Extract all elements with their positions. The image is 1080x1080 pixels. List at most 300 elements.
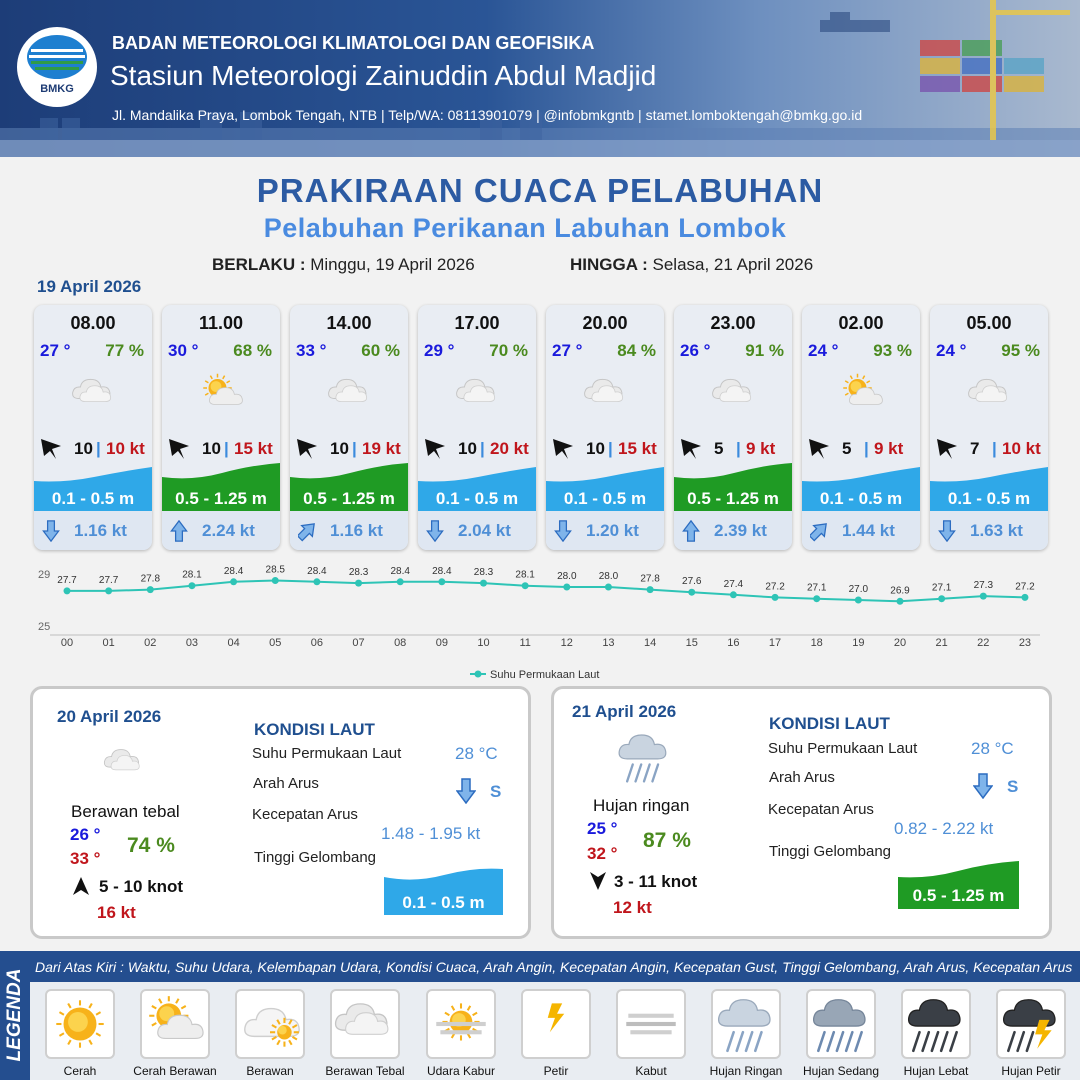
data-label: 28.4 [432, 565, 452, 577]
data-label: 28.0 [598, 571, 619, 582]
card-wind-gust: 10 kt [106, 439, 145, 458]
data-label: 28.0 [557, 571, 577, 582]
forecast-card [802, 305, 920, 550]
y-tick-label: 29 [38, 569, 51, 581]
card-wind-speed: 10 [458, 439, 477, 458]
data-label: 27.7 [98, 574, 119, 586]
current-arrow-down-icon [938, 520, 956, 542]
card-current-direction [42, 520, 60, 542]
data-point [64, 587, 71, 594]
card-wave-height: 0.1 - 0.5 m [947, 489, 1031, 508]
valid-to-date: Selasa, 21 April 2026 [652, 255, 814, 274]
day2-condition: Berawan tebal [71, 802, 180, 821]
legend-icon-box [140, 989, 210, 1059]
legend-label: Cerah [63, 1064, 97, 1078]
legend-label: Hujan Lebat [903, 1064, 969, 1078]
day3-current-speed: 0.82 - 2.22 kt [894, 819, 994, 838]
data-label: 27.2 [1015, 581, 1035, 593]
valid-to-label: HINGGA : [570, 255, 648, 274]
card-current [162, 511, 280, 550]
data-label: 28.1 [182, 569, 202, 581]
data-label: 27.2 [765, 581, 785, 593]
card-weather-icon [446, 370, 510, 418]
x-tick-label: 03 [185, 637, 199, 649]
berawan-tebal-icon [958, 370, 1022, 418]
card-temperature: 30 ° [168, 341, 199, 360]
card-humidity: 60 % [361, 341, 400, 360]
legend-label: Berawan [246, 1064, 294, 1078]
bmkg-emblem-icon [17, 27, 97, 83]
card-wind-gust: 9 kt [746, 439, 776, 458]
card-current [418, 511, 536, 550]
card-weather-icon [830, 370, 894, 418]
current-arrow-up-right-icon [298, 520, 316, 542]
current-arrow-up-icon [682, 520, 700, 542]
hujan-ringan-icon [612, 727, 676, 787]
current-arrow-down-icon [456, 778, 476, 804]
card-current [802, 511, 920, 550]
sea-surface-temperature-chart [30, 562, 1050, 687]
x-tick-label: 02 [144, 637, 157, 649]
legend-description: Dari Atas Kiri : Waktu, Suhu Udara, Kelembapan Udara, Kondisi Cuaca, Arah Angin, Kecepatan Angin, Kecepatan Gust, Tinggi Gelombang, Arah Arus, Kecepatan Arus [35, 959, 1073, 975]
data-label: 28.4 [390, 565, 410, 577]
legend-item-petir [511, 989, 601, 1078]
wind-direction-arrow-icon [168, 438, 190, 460]
legend-label: Udara Kabur [426, 1064, 496, 1078]
card-wave-height: 0.5 - 1.25 m [303, 489, 395, 508]
x-tick-label: 05 [269, 637, 282, 649]
legend-item-hujan-petir [986, 989, 1076, 1078]
card-time: 17.00 [454, 313, 500, 333]
legend-icon-box [45, 989, 115, 1059]
card-current-direction [810, 520, 828, 542]
legend-label: Cerah Berawan [133, 1064, 217, 1078]
data-point [105, 587, 112, 594]
card-wind [806, 437, 918, 459]
card-wind-gust: 19 kt [362, 439, 401, 458]
card-wave-height: 0.1 - 0.5 m [563, 489, 647, 508]
hujan-sedang-icon [808, 991, 874, 1057]
legend-icon-box [330, 989, 400, 1059]
x-tick-label: 04 [227, 637, 240, 649]
x-tick-label: 15 [685, 637, 698, 649]
current-arrow-down-icon [554, 520, 572, 542]
berawan-tebal-icon [95, 741, 153, 785]
wind-direction-arrow-icon [936, 438, 958, 460]
card-temperature: 26 ° [680, 341, 711, 360]
card-current-direction [554, 520, 572, 542]
forecast-card [546, 305, 664, 550]
card-current-speed: 1.16 kt [74, 521, 127, 540]
data-point [230, 578, 237, 585]
card-current-speed: 2.24 kt [202, 521, 255, 540]
hujan-petir-icon [998, 991, 1064, 1057]
x-tick-label: 07 [352, 637, 365, 649]
day2-current-dir: S [490, 782, 502, 801]
day1-date: 19 April 2026 [37, 277, 142, 296]
x-tick-label: 11 [519, 637, 531, 649]
data-label: 26.9 [890, 585, 910, 597]
hujan-ringan-icon [713, 991, 779, 1057]
berawan-tebal-icon [446, 370, 510, 418]
legend-label: Hujan Sedang [802, 1064, 880, 1078]
x-tick-label: 16 [727, 637, 740, 649]
day2-wind-speed: 5 - 10 knot [99, 877, 184, 896]
data-point [438, 578, 445, 585]
card-wind-separator: | [352, 439, 357, 458]
day3-summary-box [551, 686, 1052, 939]
current-arrow-up-icon [170, 520, 188, 542]
udara-kabur-icon [428, 991, 494, 1057]
x-tick-label: 13 [602, 637, 615, 649]
valid-from-date: Minggu, 19 April 2026 [310, 255, 475, 274]
card-time: 14.00 [326, 313, 372, 333]
card-temperature: 27 ° [552, 341, 583, 360]
day3-wind-speed: 3 - 11 knot [614, 872, 698, 891]
forecast-card [418, 305, 536, 550]
data-point [772, 594, 779, 601]
card-wind-separator: | [736, 439, 741, 458]
day2-current-dir-label: Arah Arus [253, 775, 319, 792]
data-point [980, 593, 987, 600]
card-wave-height: 0.5 - 1.25 m [687, 489, 779, 508]
card-humidity: 68 % [233, 341, 272, 360]
data-label: 27.4 [723, 578, 744, 590]
data-point [147, 586, 154, 593]
legend-item-berawan-tebal [320, 989, 410, 1078]
card-wind [38, 437, 150, 459]
contact-info: Jl. Mandalika Praya, Lombok Tengah, NTB | Telp/WA: 08113901079 | @infobmkgntb | stamet.lomboktengah@bmkg.go.id [112, 107, 863, 123]
day3-gust: 12 kt [613, 898, 652, 917]
legend-icon-box [711, 989, 781, 1059]
agency-name: BADAN METEOROLOGI KLIMATOLOGI DAN GEOFISIKA [112, 33, 595, 53]
x-tick-label: 06 [310, 637, 324, 649]
day3-temp-min: 25 ° [587, 819, 618, 838]
card-current [674, 511, 792, 550]
card-humidity: 70 % [489, 341, 528, 360]
cerah-berawan-icon [142, 991, 208, 1057]
x-tick-label: 20 [893, 637, 907, 649]
data-point [188, 582, 195, 589]
data-label: 28.3 [473, 567, 494, 579]
data-point [897, 598, 904, 605]
x-tick-label: 00 [60, 637, 74, 649]
card-wind [934, 437, 1046, 459]
legend [0, 951, 1080, 1080]
current-arrow-down-icon [426, 520, 444, 542]
legend-icon-box [426, 989, 496, 1059]
y-tick-label: 25 [38, 621, 51, 633]
card-wind-speed: 5 [714, 439, 724, 458]
x-tick-label: 12 [560, 637, 573, 649]
card-wind-separator: | [480, 439, 485, 458]
legend-label: Hujan Ringan [709, 1064, 783, 1078]
forecast-card [290, 305, 408, 550]
card-wind-gust: 9 kt [874, 439, 904, 458]
day2-wave-height: 0.1 - 0.5 m [402, 893, 485, 912]
wind-direction-arrow-icon [808, 438, 830, 460]
wind-arrow-up-icon [73, 877, 89, 895]
forecast-card [930, 305, 1048, 550]
day2-sst-label: Suhu Permukaan Laut [252, 745, 402, 762]
page-subtitle: Pelabuhan Perikanan Labuhan Lombok [263, 213, 787, 243]
day2-gust: 16 kt [97, 903, 136, 922]
x-tick-label: 22 [977, 637, 990, 649]
legend-label: Berawan Tebal [325, 1064, 405, 1078]
data-label: 28.3 [348, 567, 369, 579]
day2-summary-box [30, 686, 531, 939]
day2-temp-max: 33 ° [70, 849, 101, 868]
card-current-speed: 2.39 kt [714, 521, 767, 540]
legend-item-udara-kabur [416, 989, 506, 1078]
x-tick-label: 08 [394, 637, 407, 649]
valid-from [212, 255, 475, 275]
card-wave-height: 0.5 - 1.25 m [175, 489, 267, 508]
data-point [730, 591, 737, 598]
day2-current-speed-label: Kecepatan Arus [252, 806, 358, 823]
x-tick-label: 18 [810, 637, 823, 649]
cerah-berawan-icon [190, 370, 254, 418]
card-current [546, 511, 664, 550]
logo-text: BMKG [40, 83, 74, 95]
data-label: 27.6 [682, 576, 702, 588]
data-point [938, 595, 945, 602]
card-current-speed: 1.20 kt [586, 521, 639, 540]
data-point [397, 578, 404, 585]
card-time: 20.00 [582, 313, 628, 333]
station-name: Stasiun Meteorologi Zainuddin Abdul Madjid [110, 60, 657, 91]
header-banner [0, 0, 1080, 157]
day3-current-speed-label: Kecepatan Arus [768, 801, 874, 818]
card-wind [422, 437, 534, 459]
card-time: 11.00 [198, 313, 244, 333]
petir-icon [523, 991, 589, 1057]
x-tick-label: 09 [435, 637, 448, 649]
day3-sst-label: Suhu Permukaan Laut [768, 740, 918, 757]
card-wind-separator: | [224, 439, 229, 458]
card-wind-separator: | [608, 439, 613, 458]
card-weather-icon [190, 370, 254, 418]
card-current-speed: 1.44 kt [842, 521, 895, 540]
card-wave-height: 0.1 - 0.5 m [819, 489, 903, 508]
forecast-card [162, 305, 280, 550]
x-tick-label: 23 [1018, 637, 1032, 649]
legend-marker [475, 671, 482, 678]
card-wind-speed: 10 [586, 439, 605, 458]
card-current [290, 511, 408, 550]
data-point [480, 580, 487, 587]
legend-icon-box [521, 989, 591, 1059]
data-point [272, 577, 279, 584]
card-wind-speed: 7 [970, 439, 980, 458]
day2-sea-condition-title: KONDISI LAUT [254, 720, 375, 739]
day3-current-dir-label: Arah Arus [769, 769, 835, 786]
card-wind [166, 437, 278, 459]
day2-date: 20 April 2026 [57, 707, 162, 726]
x-tick-label: 17 [768, 637, 782, 649]
data-label: 27.3 [973, 580, 994, 592]
valid-from-label: BERLAKU : [212, 255, 306, 274]
card-wind-gust: 15 kt [234, 439, 273, 458]
day3-current-dir: S [1007, 777, 1019, 796]
forecast-card [34, 305, 152, 550]
wind-direction-arrow-icon [552, 438, 574, 460]
legend-icon-box [235, 989, 305, 1059]
day3-condition: Hujan ringan [593, 796, 690, 815]
day3-wave-label: Tinggi Gelombang [769, 843, 892, 860]
hujan-ringan-icon [612, 727, 676, 787]
legend-item-hujan-lebat [891, 989, 981, 1078]
wind-arrow-down-icon [590, 872, 606, 890]
day2-temp-min: 26 ° [70, 825, 101, 844]
wind-direction-arrow-icon [40, 438, 62, 460]
current-arrow-up-right-icon [810, 520, 828, 542]
card-current-direction [426, 520, 444, 542]
legend-icon-box [996, 989, 1066, 1059]
card-current-direction [682, 520, 700, 542]
legend-title: LEGENDA [4, 968, 25, 1062]
card-temperature: 24 ° [936, 341, 967, 360]
legend-icon-box [806, 989, 876, 1059]
card-current [930, 511, 1048, 550]
hujan-lebat-icon [903, 991, 969, 1057]
card-wind [294, 437, 406, 459]
card-temperature: 29 ° [424, 341, 455, 360]
legend-item-hujan-sedang [796, 989, 886, 1078]
data-point [647, 586, 654, 593]
day2-sst-value: 28 °C [455, 744, 498, 763]
card-humidity: 77 % [105, 341, 144, 360]
legend-icon-box [901, 989, 971, 1059]
berawan-icon [237, 991, 303, 1057]
card-current-direction [298, 520, 316, 542]
berawan-tebal-icon [95, 741, 153, 785]
card-weather-icon [958, 370, 1022, 418]
card-wind-gust: 15 kt [618, 439, 657, 458]
wind-direction-arrow-icon [424, 438, 446, 460]
card-wind-separator: | [96, 439, 101, 458]
berawan-tebal-icon [318, 370, 382, 418]
legend-item-hujan-ringan [701, 989, 791, 1078]
x-tick-label: 10 [477, 637, 490, 649]
card-time: 05.00 [966, 313, 1012, 333]
berawan-tebal-icon [574, 370, 638, 418]
card-wind-speed: 10 [74, 439, 93, 458]
data-label: 27.8 [640, 573, 660, 585]
card-time: 08.00 [70, 313, 116, 333]
kabut-icon [618, 991, 684, 1057]
forecast-card [674, 305, 792, 550]
card-wind-gust: 10 kt [1002, 439, 1041, 458]
card-time: 02.00 [838, 313, 884, 333]
legend-label: Petir [543, 1064, 569, 1078]
cerah-berawan-icon [830, 370, 894, 418]
wind-direction-arrow-icon [296, 438, 318, 460]
card-time: 23.00 [710, 313, 756, 333]
legend-item-cerah-berawan [130, 989, 220, 1078]
card-wind-speed: 10 [202, 439, 221, 458]
berawan-tebal-icon [332, 991, 398, 1057]
card-current-direction [938, 520, 956, 542]
x-tick-label: 14 [643, 637, 657, 649]
data-point [522, 582, 529, 589]
page-title: PRAKIRAAN CUACA PELABUHAN [256, 172, 824, 209]
legend-description-strip [30, 951, 1080, 982]
legend-item-cerah [35, 989, 125, 1078]
card-wave-height: 0.1 - 0.5 m [51, 489, 135, 508]
x-tick-label: 19 [852, 637, 865, 649]
data-label: 27.8 [140, 573, 161, 585]
card-current-direction [170, 520, 188, 542]
data-label: 28.4 [307, 565, 327, 577]
legend-item-kabut [606, 989, 696, 1078]
card-current-speed: 1.16 kt [330, 521, 383, 540]
berawan-tebal-icon [62, 370, 126, 418]
data-label: 27.7 [57, 574, 77, 586]
data-label: 27.1 [931, 582, 952, 594]
data-point [313, 578, 320, 585]
card-humidity: 91 % [745, 341, 784, 360]
data-point [688, 589, 695, 596]
card-wind [678, 437, 790, 459]
card-wind [550, 437, 662, 459]
card-wind-gust: 20 kt [490, 439, 529, 458]
card-wind-separator: | [992, 439, 997, 458]
current-arrow-down-icon [973, 773, 993, 799]
data-label: 28.5 [265, 564, 285, 576]
data-point [563, 584, 570, 591]
card-weather-icon [702, 370, 766, 418]
card-wind-separator: | [864, 439, 869, 458]
card-wave-height: 0.1 - 0.5 m [435, 489, 519, 508]
card-wind-speed: 10 [330, 439, 349, 458]
card-temperature: 33 ° [296, 341, 327, 360]
card-current-speed: 2.04 kt [458, 521, 511, 540]
day3-wave-height: 0.5 - 1.25 m [912, 886, 1005, 905]
data-point [355, 580, 362, 587]
day3-sst-value: 28 °C [971, 739, 1014, 758]
current-arrow-down-icon [42, 520, 60, 542]
day3-humidity: 87 % [643, 829, 691, 852]
data-point [813, 595, 820, 602]
card-temperature: 27 ° [40, 341, 71, 360]
day3-temp-max: 32 ° [587, 844, 618, 863]
card-current [34, 511, 152, 550]
berawan-tebal-icon [702, 370, 766, 418]
card-wind-speed: 5 [842, 439, 852, 458]
day2-current-speed: 1.48 - 1.95 kt [381, 824, 481, 843]
legend-icon-box [616, 989, 686, 1059]
data-label: 27.1 [806, 582, 827, 594]
card-weather-icon [62, 370, 126, 418]
legend-label: Hujan Petir [1001, 1064, 1061, 1078]
data-label: 27.0 [848, 584, 869, 595]
card-humidity: 93 % [873, 341, 912, 360]
card-humidity: 84 % [617, 341, 656, 360]
data-label: 28.1 [515, 569, 535, 581]
cerah-icon [47, 991, 113, 1057]
bmkg-logo [17, 27, 97, 107]
x-tick-label: 21 [935, 637, 948, 649]
day3-date: 21 April 2026 [572, 702, 677, 721]
legend-item-berawan [225, 989, 315, 1078]
card-temperature: 24 ° [808, 341, 839, 360]
legend-label: Kabut [635, 1064, 667, 1078]
card-weather-icon [318, 370, 382, 418]
x-tick-label: 01 [102, 637, 115, 649]
data-point [855, 597, 862, 604]
wind-direction-arrow-icon [680, 438, 702, 460]
